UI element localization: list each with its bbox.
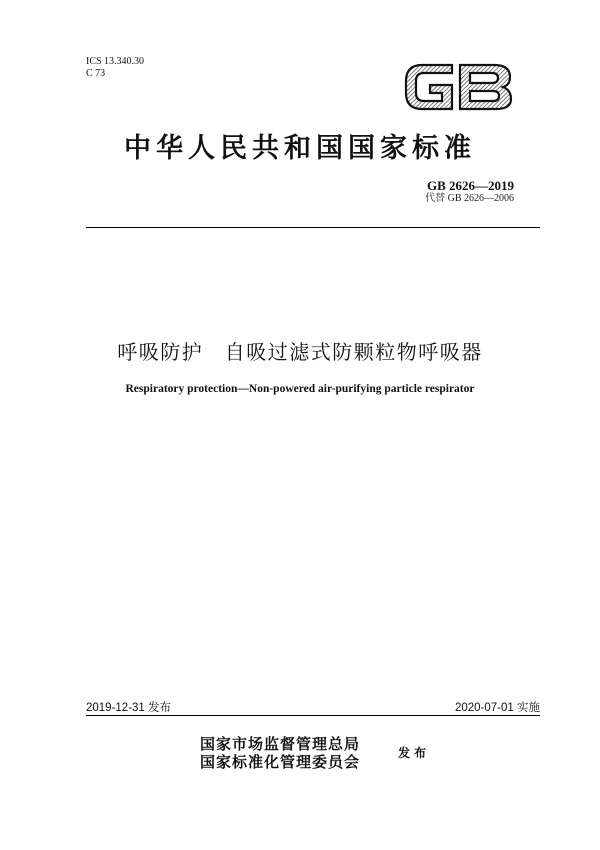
publish-label: 发布 (398, 746, 431, 760)
standard-number-block (425, 178, 514, 205)
issuer-samr: 国家市场监督管理总局 (200, 735, 361, 753)
replaces-standard: 代替 GB 2626—2006 (425, 193, 514, 204)
document-title-zh: 呼吸防护 自吸过滤式防颗粒物呼吸器 (117, 340, 483, 364)
gb-logo (400, 59, 516, 115)
issuer-sac: 国家标准化管理委员会 (200, 753, 361, 771)
standard-number: GB 2626—2019 (426, 178, 514, 193)
document-title-en: Respiratory protection—Non-powered air-purifying particle respirator (125, 383, 475, 395)
issue-date: 2019-12-31 发布 (86, 702, 172, 714)
implementation-date: 2020-07-01 实施 (454, 702, 540, 714)
issuing-authorities (200, 735, 360, 771)
national-standard-title: 中华人民共和国国家标准 (124, 133, 476, 164)
ccs-code: C 73 (86, 68, 106, 79)
bottom-divider (86, 715, 540, 716)
classification-codes (86, 56, 144, 80)
top-divider (86, 227, 540, 228)
ics-code: ICS 13.340.30 (86, 56, 145, 67)
